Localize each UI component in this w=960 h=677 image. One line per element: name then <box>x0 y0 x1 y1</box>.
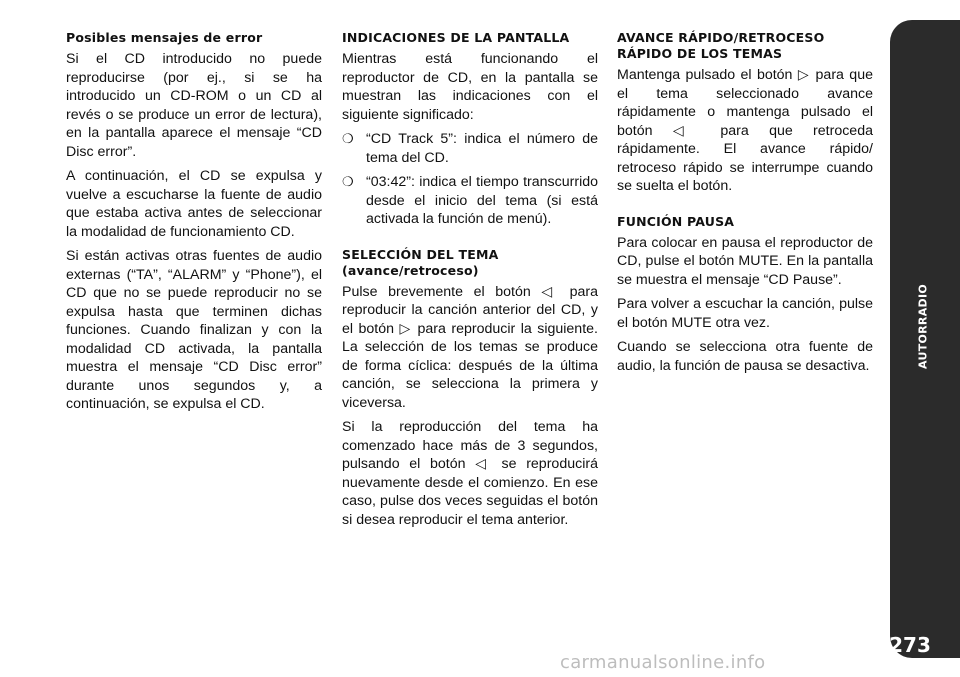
prev-button-icon: ◁ <box>475 456 492 472</box>
column-3 <box>617 30 873 381</box>
section-tab-label: AUTORRADIO <box>916 284 930 369</box>
paragraph: Mantenga pulsado el botón ▷ para que el tema seleccionado avance rápidamente o mantenga pulsado el botón ◁ para que retroceda rápidamente. El avance rápido/ retroceso rápido se interrumpe cuando se suelta el botón. <box>617 67 873 194</box>
next-button-icon: ▷ <box>797 67 811 83</box>
list-item <box>342 173 598 229</box>
paragraph: Si están activas otras fuentes de audio externas (“TA”, “ALARM” y “Phone”), el CD que no se puede reproducir no se expulsa hasta que terminen dichas funciones. Cuando finalizan y con la modalidad CD activada, la pantalla muestra el mensaje “CD Disc error” durante unos segundos y, a continuación, se expulsa el CD. <box>66 248 322 412</box>
heading-error-messages: Posibles mensajes de error <box>66 30 263 45</box>
list-item-text: “CD Track 5”: indica el número de tema del CD. <box>366 131 598 166</box>
prev-button-icon: ◁ <box>672 122 701 139</box>
bullet-icon: ❍ <box>342 131 354 146</box>
heading-track-selection: SELECCIÓN DEL TEMA (avance/retroceso) <box>342 246 499 278</box>
page-number: 273 <box>889 633 931 657</box>
prev-button-icon: ◁ <box>541 283 559 300</box>
paragraph: Pulse brevemente el botón ◁ para reproducir la canción anterior del CD, y el botón ▷ para reproducir la siguiente. La selección de los temas se produce de forma cíclica: después de la última canción, se selecciona la primera y viceversa. <box>342 283 598 411</box>
list-item <box>342 130 598 167</box>
paragraph: Mientras está funcionando el reproductor de CD, en la pantalla se muestran las indicaciones con el siguiente significado: <box>342 51 598 123</box>
next-button-icon: ▷ <box>399 320 412 337</box>
paragraph: A continuación, el CD se expulsa y vuelve a escucharse la fuente de audio que estaba activa antes de seleccionar la modalidad de funcionamiento CD. <box>66 168 322 240</box>
heading-fast-forward-rewind: AVANCE RÁPIDO/RETROCESO RÁPIDO DE LOS TEMAS <box>617 30 825 61</box>
column-2 <box>342 30 598 535</box>
heading-pause-function: FUNCIÓN PAUSA <box>617 213 735 229</box>
paragraph: Si la reproducción del tema ha comenzado hace más de 3 segundos, pulsando el botón ◁ se reproducirá nuevamente desde el comienzo. En ese caso, pulse dos veces seguidas el botón si desea reproducir el tema anterior. <box>342 419 598 528</box>
paragraph: Para volver a escuchar la canción, pulse el botón MUTE otra vez. <box>617 296 873 331</box>
heading-display-indications: INDICACIONES DE LA PANTALLA <box>342 30 570 45</box>
paragraph: Para colocar en pausa el reproductor de CD, pulse el botón MUTE. En la pantalla se muestra el mensaje “CD Pause”. <box>617 234 873 288</box>
paragraph: Si el CD introducido no puede reproducirse (por ej., si se ha introducido un CD-ROM o un CD al revés o se produce un error de lectura), en la pantalla aparece el mensaje “CD Disc error”. <box>66 51 322 160</box>
paragraph: Cuando se selecciona otra fuente de audio, la función de pausa se desactiva. <box>617 339 873 374</box>
bullet-icon: ❍ <box>342 174 354 189</box>
list-item-text: “03:42”: indica el tiempo transcurrido desde el inicio del tema (si está activada la función de menú). <box>366 174 598 227</box>
watermark: carmanualsonline.info <box>560 652 766 673</box>
column-1 <box>66 30 322 420</box>
